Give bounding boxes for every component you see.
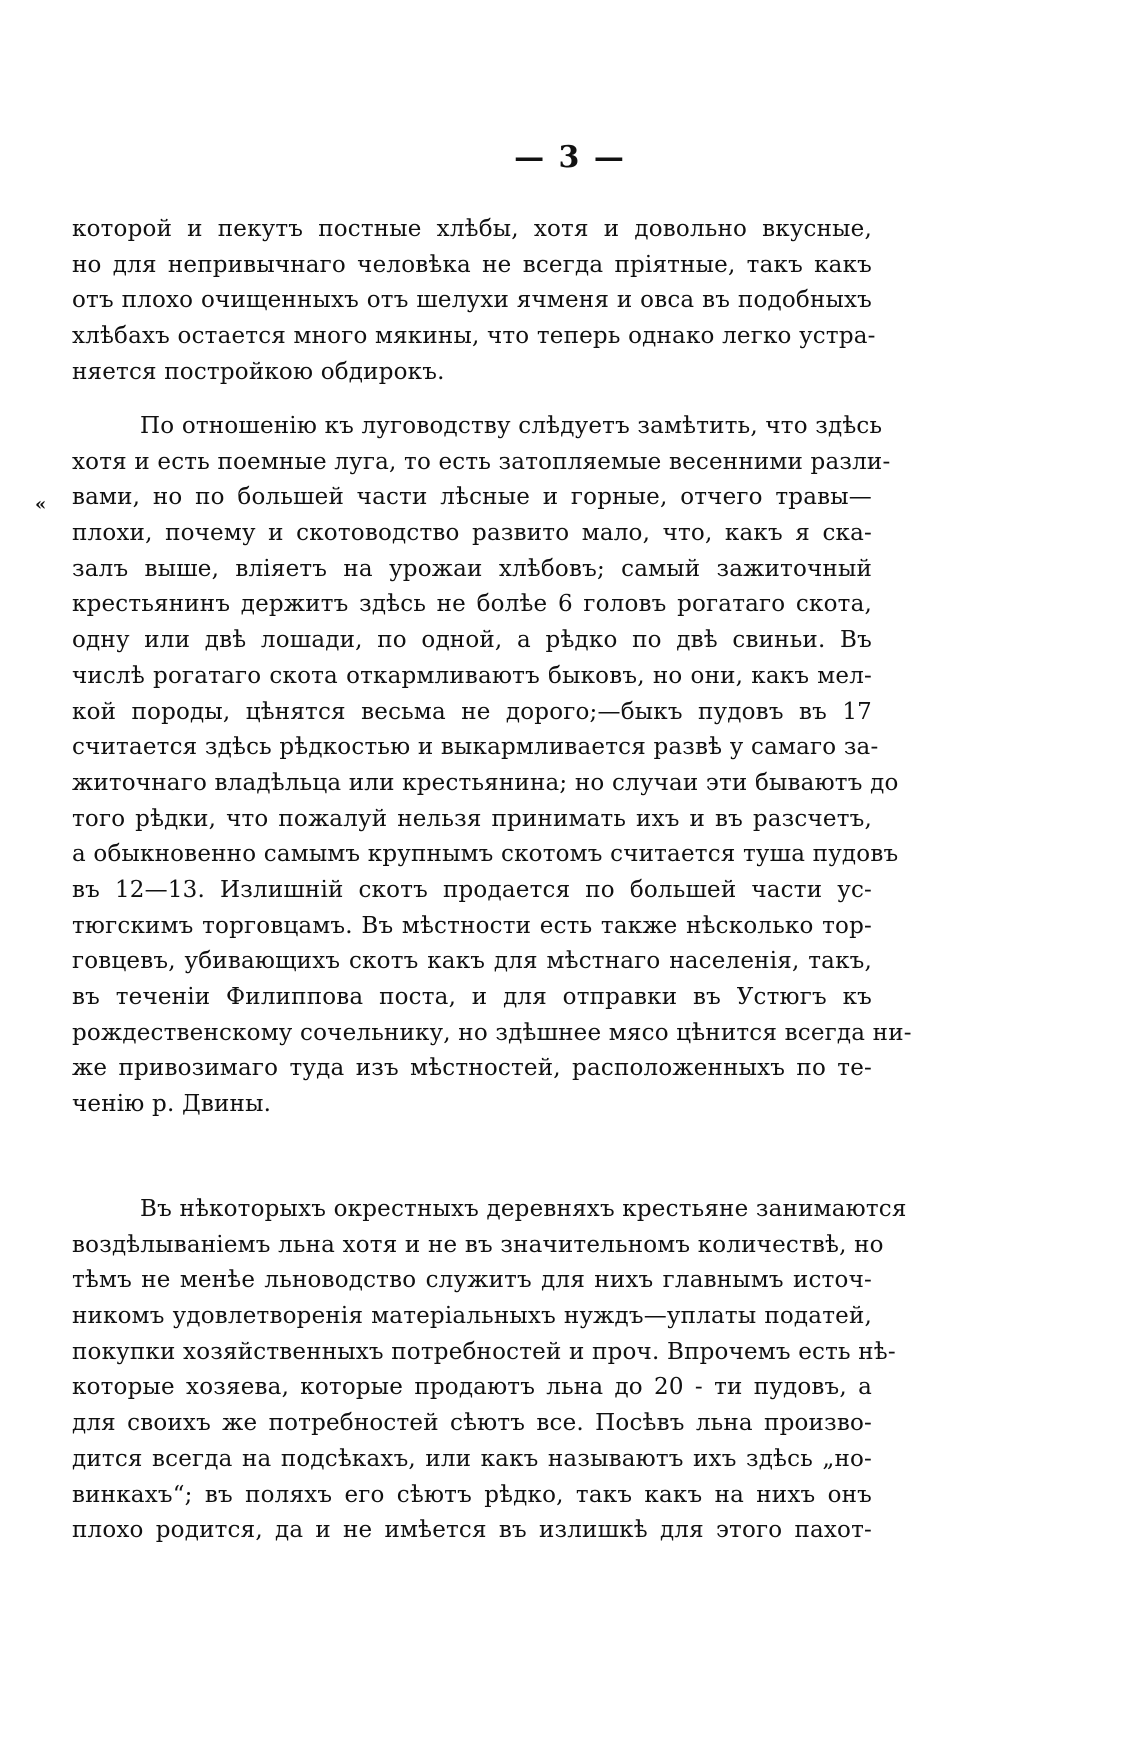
text-line: ченію р. Двины.: [72, 1091, 272, 1118]
text-line: никомъ удовлетворенія матеріальныхъ нуждъ—уплаты податей,: [72, 1303, 872, 1330]
text-line: винкахъ“; въ поляхъ его сѣютъ рѣдко, такъ какъ на нихъ онъ: [72, 1481, 872, 1508]
text-line: тѣмъ не менѣе льноводство служитъ для нихъ главнымъ источ-: [72, 1267, 872, 1294]
text-line: для своихъ же потребностей сѣютъ все. Посѣвъ льна произво-: [72, 1410, 872, 1437]
text-line: залъ выше, вліяетъ на урожаи хлѣбовъ; самый зажиточный: [72, 555, 872, 582]
text-line: дится всегда на подсѣкахъ, или какъ называютъ ихъ здѣсь „но-: [72, 1445, 872, 1472]
text-line: которые хозяева, которые продаютъ льна до 20 - ти пудовъ, а: [72, 1374, 872, 1401]
text-line: покупки хозяйственныхъ потребностей и проч. Впрочемъ есть нѣ-: [72, 1338, 896, 1365]
text-line: житочнаго владѣльца или крестьянина; но случаи эти бываютъ до: [72, 769, 899, 796]
text-line: По отношенію къ луговодству слѣдуетъ замѣтить, что здѣсь: [140, 413, 883, 439]
text-line: няется постройкою обдирокъ.: [72, 358, 445, 385]
text-line: отъ плохо очищенныхъ отъ шелухи ячменя и овса въ подобныхъ: [72, 287, 872, 314]
text-line: воздѣлываніемъ льна хотя и не въ значительномъ количествѣ, но: [72, 1231, 884, 1258]
page-number: — 3 —: [514, 140, 626, 175]
text-line: рождественскому сочельнику, но здѣшнее мясо цѣнится всегда ни-: [72, 1019, 912, 1046]
text-line: а обыкновенно самымъ крупнымъ скотомъ считается туша пудовъ: [72, 841, 899, 868]
text-line: въ 12—13. Излишній скотъ продается по большей части ус-: [72, 876, 872, 903]
text-line: считается здѣсь рѣдкостью и выкармливается развѣ у самаго за-: [72, 734, 879, 761]
text-line: того рѣдки, что пожалуй нельзя принимать ихъ и въ разсчетъ,: [72, 805, 872, 832]
paragraph-3: [72, 1192, 907, 1549]
text-line: кой породы, цѣнятся весьма не дорого;—быкъ пудовъ въ 17: [72, 698, 872, 725]
text-line: которой и пекутъ постные хлѣбы, хотя и довольно вкусные,: [72, 216, 872, 242]
paragraph-2: [72, 409, 912, 1123]
text-line: крестьянинъ держитъ здѣсь не болѣе 6 головъ рогатаго скота,: [72, 591, 872, 618]
text-line: одну или двѣ лошади, по одной, а рѣдко по двѣ свиньи. Въ: [72, 627, 872, 654]
text-line: хлѣбахъ остается много мякины, что теперь однако легко устра-: [72, 323, 876, 350]
text-line: хотя и есть поемные луга, то есть затопляемые весенними разли-: [72, 448, 891, 475]
text-line: въ теченіи Филиппова поста, и для отправки въ Устюгъ къ: [72, 984, 872, 1010]
text-line: тюгскимъ торговцамъ. Въ мѣстности есть также нѣсколько тор-: [72, 912, 872, 939]
text-line: числѣ рогатаго скота откармливаютъ быковъ, но они, какъ мел-: [72, 662, 872, 689]
text-line: же привозимаго туда изъ мѣстностей, расположенныхъ по те-: [72, 1055, 872, 1082]
text-line: плохо родится, да и не имѣется въ излишкѣ для этого пахот-: [72, 1517, 872, 1544]
text-line: но для непривычнаго человѣка не всегда пріятные, такъ какъ: [72, 251, 872, 278]
text-line: вами, но по большей части лѣсные и горные, отчего травы—: [72, 484, 872, 511]
text-line: плохи, почему и скотоводство развито мало, что, какъ я ска-: [72, 520, 872, 547]
margin-mark: «: [35, 494, 47, 515]
paragraph-1: [72, 212, 876, 390]
text-line: говцевъ, убивающихъ скотъ какъ для мѣстнаго населенія, такъ,: [72, 948, 872, 975]
text-line: Въ нѣкоторыхъ окрестныхъ деревняхъ крестьяне занимаются: [140, 1196, 907, 1222]
